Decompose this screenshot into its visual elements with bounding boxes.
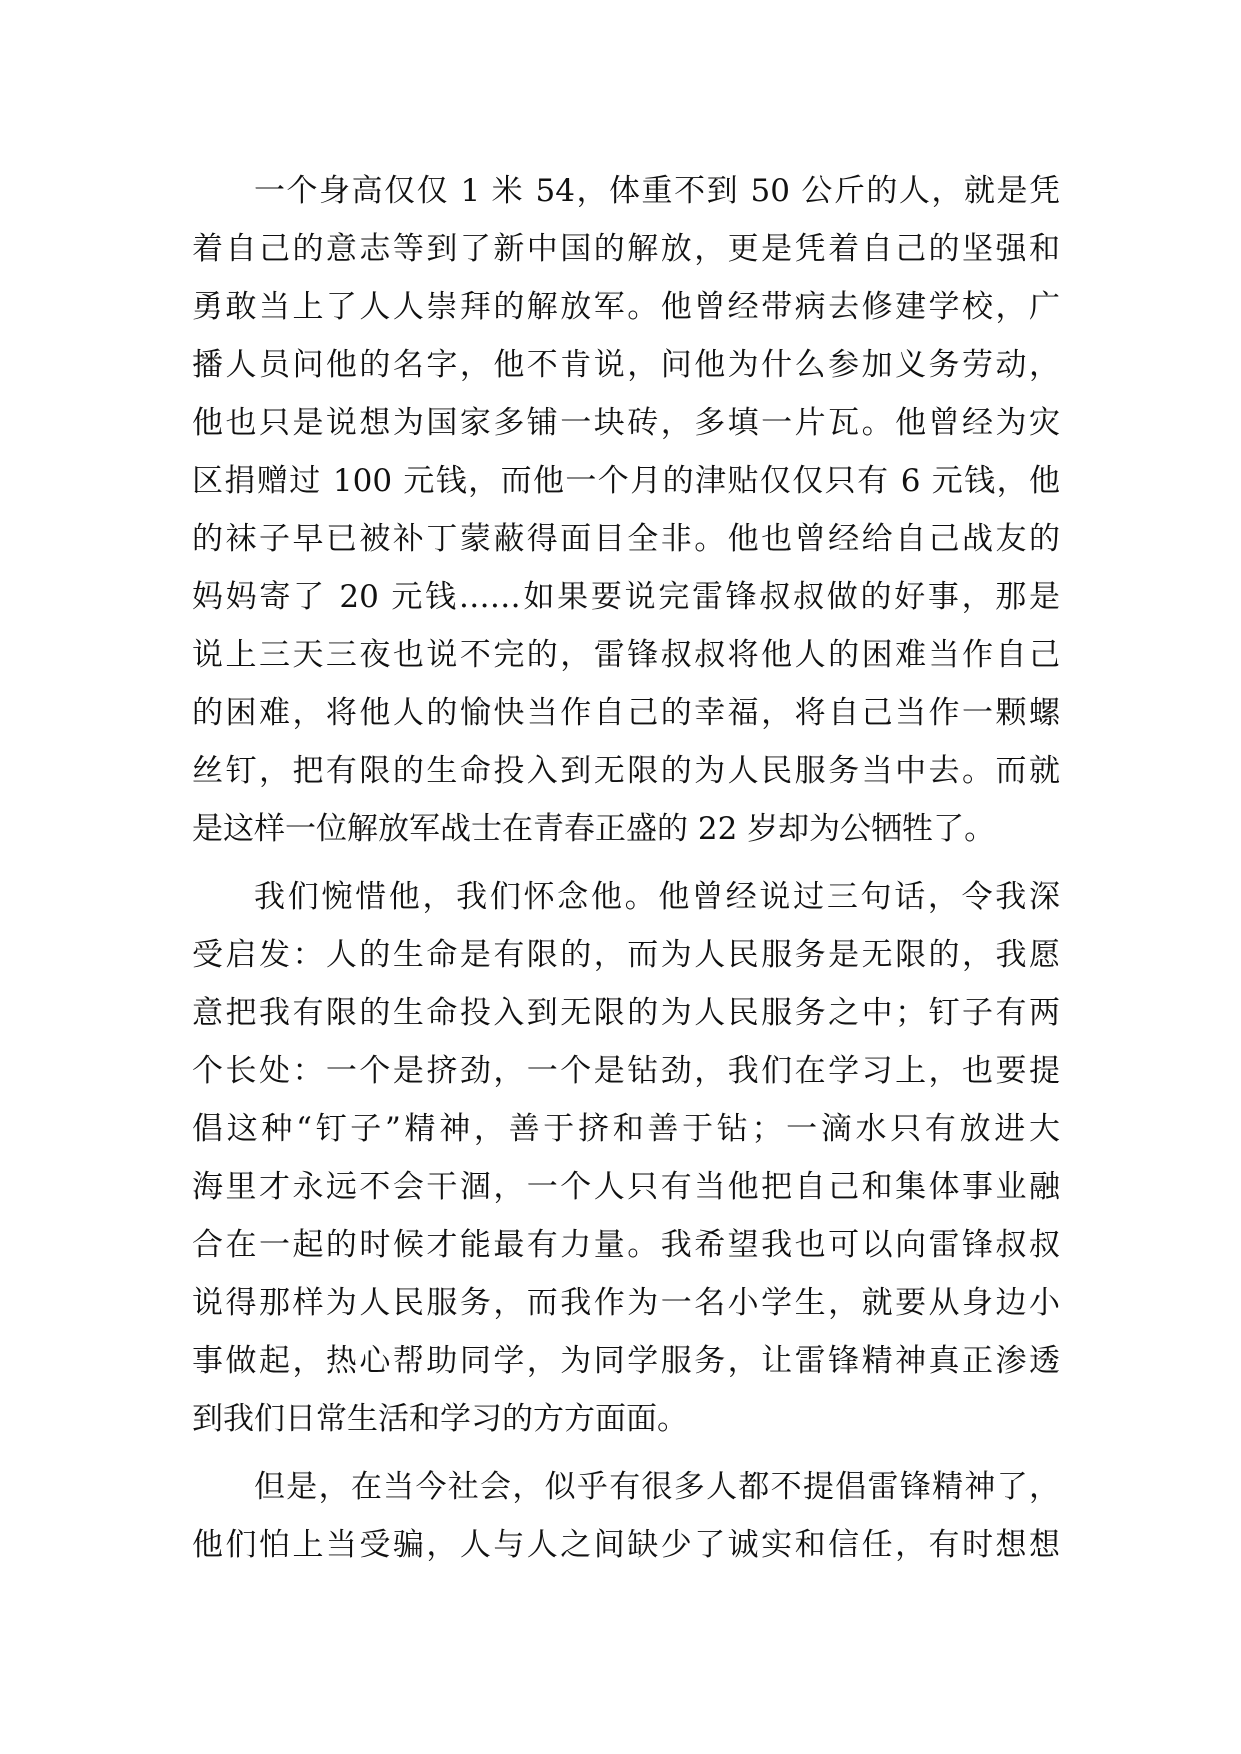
paragraph-2 [192,868,1060,1448]
text-line: 合在一起的时候才能最有力量。我希望我也可以向雷锋叔叔 [192,1227,1060,1263]
text-line: 播人员问他的名字，他不肯说，问他为什么参加义务劳动， [192,347,1060,383]
text-line: 个长处：一个是挤劲，一个是钻劲，我们在学习上，也要提 [192,1053,1060,1089]
text-line: 意把我有限的生命投入到无限的为人民服务之中；钉子有两 [192,995,1060,1031]
text-line: 他们怕上当受骗，人与人之间缺少了诚实和信任，有时想想 [192,1527,1060,1563]
text-line: 但是，在当今社会，似乎有很多人都不提倡雷锋精神了， [254,1469,1060,1505]
text-line: 区捐赠过 100 元钱，而他一个月的津贴仅仅只有 6 元钱，他 [192,463,1060,499]
text-line: 的困难，将他人的愉快当作自己的幸福，将自己当作一颗螺 [192,695,1060,731]
paragraph-3 [192,1458,1060,1574]
text-line: 受启发：人的生命是有限的，而为人民服务是无限的，我愿 [192,937,1060,973]
paragraph-spacing [192,858,1060,868]
text-line: 勇敢当上了人人崇拜的解放军。他曾经带病去修建学校，广 [192,289,1060,325]
text-line: 的袜子早已被补丁蒙蔽得面目全非。他也曾经给自己战友的 [192,521,1060,557]
text-line: 说得那样为人民服务，而我作为一名小学生，就要从身边小 [192,1285,1060,1321]
text-line: 海里才永远不会干涸，一个人只有当他把自己和集体事业融 [192,1169,1060,1205]
text-line: 是这样一位解放军战士在青春正盛的 22 岁却为公牺牲了。 [192,811,996,847]
text-line: 我们惋惜他，我们怀念他。他曾经说过三句话，令我深 [254,879,1060,915]
text-line: 说上三天三夜也说不完的，雷锋叔叔将他人的困难当作自己 [192,637,1060,673]
text-line: 一个身高仅仅 1 米 54，体重不到 50 公斤的人，就是凭 [254,173,1060,209]
text-line: 妈妈寄了 20 元钱……如果要说完雷锋叔叔做的好事，那是 [192,579,1060,615]
paragraph-spacing [192,1448,1060,1458]
text-line: 丝钉，把有限的生命投入到无限的为人民服务当中去。而就 [192,753,1060,789]
text-line: 他也只是说想为国家多铺一块砖，多填一片瓦。他曾经为灾 [192,405,1060,441]
paragraph-1 [192,162,1060,858]
text-line: 倡这种“钉子”精神，善于挤和善于钻；一滴水只有放进大 [192,1111,1060,1147]
text-line: 着自己的意志等到了新中国的解放，更是凭着自己的坚强和 [192,231,1060,267]
text-line: 事做起，热心帮助同学，为同学服务，让雷锋精神真正渗透 [192,1343,1060,1379]
text-line: 到我们日常生活和学习的方方面面。 [192,1401,688,1437]
document-body [192,162,1060,1574]
